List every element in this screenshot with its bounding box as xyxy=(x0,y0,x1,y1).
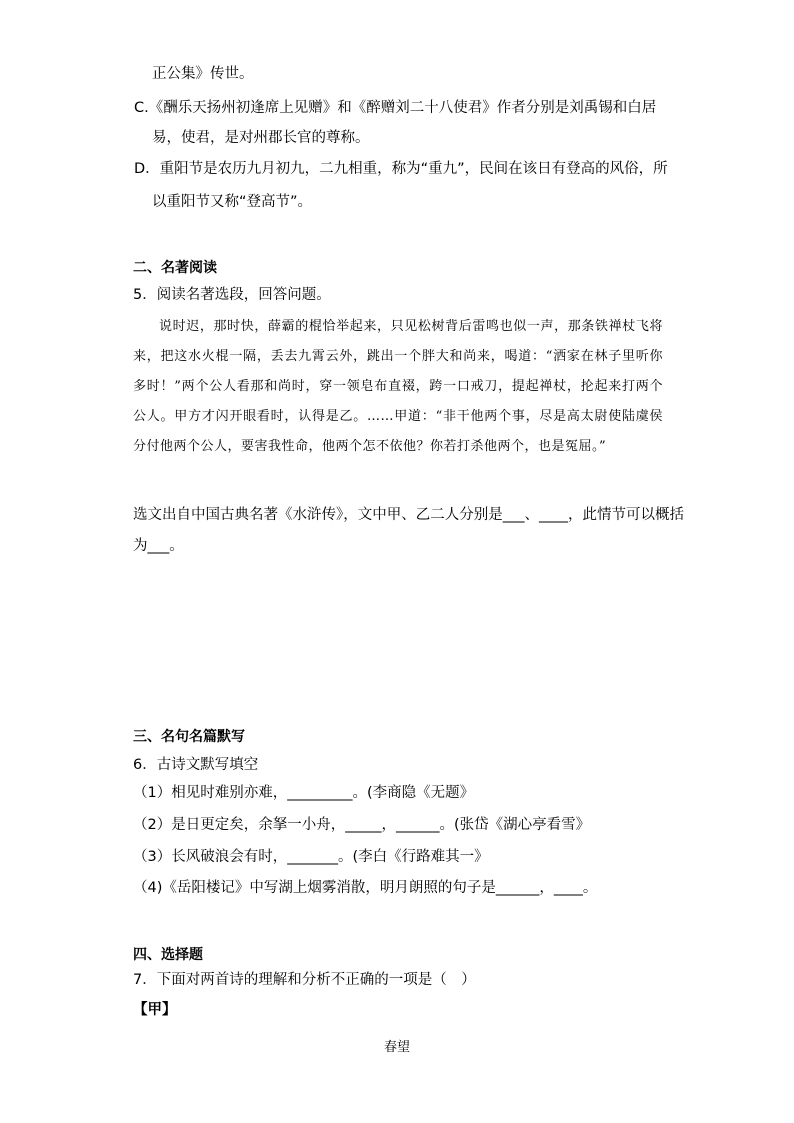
q6-stem: 6．古诗文默写填空 xyxy=(133,757,259,773)
q6-item: （2）是日更定矣，余拏一小舟，_____，______。(张岱《湖心亭看雪》 xyxy=(133,817,591,833)
q4-option-d-line2: 以重阳节又称“登高节”。 xyxy=(152,194,313,210)
q5-passage: 说时迟，那时快，薛霸的棍恰举起来，只见松树背后雷鸣也似一声，那条铁禅杖飞将来，把这水火棍一隔，丢去九霄云外，跳出一个胖大和尚来，喝道：“洒家在林子里听你多时！”两个公人看那和尚时，穿一领皂布直裰，跨一口戒刀，提起禅杖，抡起来打两个公人。甲方才闪开眼看时，认得是乙。……甲道：“非干他两个事，尽是高太尉使陆虞侯分付他两个公人，要害我性命，他两个怎不依他？你若打杀他两个，也是冤屈。” xyxy=(133,319,663,454)
q4-option-c-line1: C.《酬乐天扬州初逢席上见赠》和《醉赠刘二十八使君》作者分别是刘禹锡和白居 xyxy=(134,100,657,116)
q4-option-c-line2: 易，使君，是对州郡长官的尊称。 xyxy=(152,130,370,146)
section-heading-dictation: 三、名句名篇默写 xyxy=(133,729,245,745)
q6-item: （1）相见时难别亦难，_________。(李商隐《无题》 xyxy=(133,785,475,801)
section-heading-classics: 二、名著阅读 xyxy=(133,260,217,276)
q4-option-d-line1: D．重阳节是农历九月初九，二九相重，称为“重九”，民间在该日有登高的风俗，所 xyxy=(134,161,668,177)
poem-title: 春望 xyxy=(383,1040,410,1055)
q5-question-line2: 为___。 xyxy=(133,538,184,554)
q6-item: （3）长风破浪会有时，_______。(李白《行路难其一》 xyxy=(133,849,489,865)
q7-stem: 7．下面对两首诗的理解和分析不正确的一项是（ ） xyxy=(133,972,476,988)
section-heading-choice: 四、选择题 xyxy=(133,947,203,963)
q5-stem: 5．阅读名著选段，回答问题。 xyxy=(133,287,331,303)
poem-part-label: 【甲】 xyxy=(133,1002,177,1018)
q4-text-line: 正公集》传世。 xyxy=(152,66,254,82)
q6-item: （4)《岳阳楼记》中写湖上烟雾消散，明月朗照的句子是______，____。 xyxy=(133,880,598,896)
q5-question-line1: 选文出自中国古典名著《水浒传》，文中甲、乙二人分别是___、____，此情节可以概括 xyxy=(133,507,684,523)
